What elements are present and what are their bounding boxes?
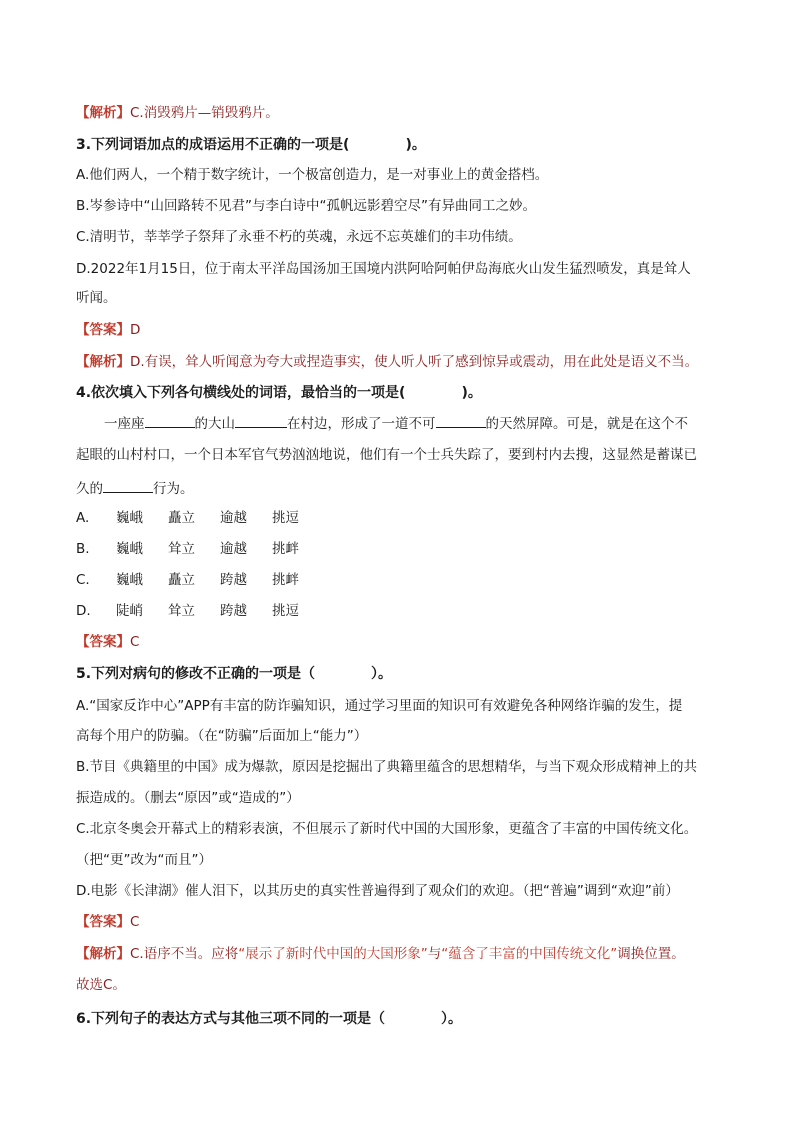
answer-tag: 【答案】 [76, 914, 130, 930]
q4-passage-line-2: 起眼的山村村口，一个日本军官气势汹汹地说，他们有一个士兵失踪了，要到村内去搜，这显然是蓄谋已 [76, 447, 697, 463]
blank-3 [436, 413, 486, 428]
answer-value: D [130, 322, 141, 338]
option-word: 跨越 [220, 603, 247, 619]
explanation-tag: 【解析】 [76, 105, 130, 121]
q4-passage-line-1 [104, 413, 688, 433]
option-word: 巍峨 [116, 541, 143, 557]
q5-option-c-cont: （把“更”改为“而且”） [76, 852, 212, 868]
blank-2 [235, 413, 287, 428]
option-word: 挑衅 [272, 541, 299, 557]
q5-option-c: C.北京冬奥会开幕式上的精彩表演，不但展示了新时代中国的大国形象，更蕴含了丰富的中国传统文化。 [76, 821, 698, 837]
explanation-tag: 【解析】 [76, 946, 130, 962]
q3-option-b: B.岑参诗中“山回路转不见君”与李白诗中“孤帆远影碧空尽”有异曲同工之妙。 [76, 198, 537, 214]
explanation-text: 调换位置。 [617, 946, 685, 962]
q5-option-a: A.“国家反诈中心”APP有丰富的防诈骗知识，通过学习里面的知识可有效避免各种网络诈骗的发生，提 [76, 698, 683, 714]
q4-option-c [76, 571, 324, 589]
q4-option-d [76, 602, 324, 620]
answer-tag: 【答案】 [76, 322, 130, 338]
q3-explanation [76, 353, 698, 371]
option-label: D. [76, 603, 91, 619]
option-word: 矗立 [168, 572, 195, 588]
option-word: 巍峨 [116, 572, 143, 588]
q3-option-d-cont: 听闻。 [76, 290, 117, 306]
option-word: 巍峨 [116, 510, 143, 526]
option-label: C. [76, 572, 90, 588]
option-word: 陡峭 [116, 603, 143, 619]
option-word: 耸立 [168, 541, 195, 557]
q5-option-b: B.节目《典籍里的中国》成为爆款，原因是挖掘出了典籍里蕴含的思想精华，与当下观众形成精神上的共 [76, 759, 698, 775]
passage-text: 的大山 [194, 416, 235, 432]
option-label: B. [76, 541, 90, 557]
option-word: 逾越 [220, 510, 247, 526]
option-label: A. [76, 510, 90, 526]
q4-passage-line-3 [76, 478, 194, 498]
q4-option-a [76, 509, 324, 527]
question-6-stem: 6.下列句子的表达方式与其他三项不同的一项是（ ）。 [76, 1011, 463, 1027]
blank-1 [145, 413, 195, 428]
option-word: 挑逗 [272, 603, 299, 619]
explanation-text: 与 [427, 946, 442, 962]
option-word: 挑逗 [272, 510, 299, 526]
option-word: 耸立 [168, 603, 195, 619]
explanation-quote: “蕴含了丰富的中国传统文化” [441, 946, 618, 962]
explanation-line [76, 104, 279, 122]
explanation-quote: “展示了新时代中国的大国形象” [238, 946, 428, 962]
q5-explanation-cont: 故选C。 [76, 977, 126, 993]
q3-option-c: C.清明节，莘莘学子祭拜了永垂不朽的英魂，永远不忘英雄们的丰功伟绩。 [76, 229, 522, 245]
explanation-text: C.语序不当。应将 [130, 946, 239, 962]
passage-text: 在村边，形成了一道不可 [287, 416, 436, 432]
q5-option-d: D.电影《长津湖》催人泪下，以其历史的真实性普遍得到了观众们的欢迎。（把“普遍”调到“欢迎”前） [76, 883, 679, 899]
passage-text: 一座座 [104, 416, 145, 432]
passage-text: 的天然屏障。可是，就是在这个不 [485, 416, 688, 432]
question-5-stem: 5.下列对病句的修改不正确的一项是（ ）。 [76, 666, 393, 682]
passage-text: 久的 [76, 481, 103, 497]
option-word: 逾越 [220, 541, 247, 557]
option-word: 矗立 [168, 510, 195, 526]
q5-explanation [76, 945, 685, 963]
explanation-text: C.消毁鸦片—销毁鸦片。 [130, 105, 279, 121]
passage-text: 行为。 [153, 481, 194, 497]
question-4-stem: 4.依次填入下列各句横线处的词语，最恰当的一项是( )。 [76, 385, 482, 401]
blank-4 [103, 478, 153, 493]
answer-tag: 【答案】 [76, 634, 130, 650]
option-word: 跨越 [220, 572, 247, 588]
explanation-text: D.有误，耸人听闻意为夸大或捏造事实，使人听人听了感到惊异或震动，用在此处是语义不当。 [130, 354, 699, 370]
explanation-tag: 【解析】 [76, 354, 130, 370]
question-3-stem: 3.下列词语加点的成语运用不正确的一项是( )。 [76, 137, 426, 153]
q3-answer [76, 321, 140, 339]
answer-value: C [130, 634, 140, 650]
q5-answer [76, 913, 139, 931]
q4-option-b [76, 540, 324, 558]
option-word: 挑衅 [272, 572, 299, 588]
q5-option-a-cont: 高每个用户的防骗。（在“防骗”后面加上“能力”） [76, 728, 368, 744]
q3-option-d: D.2022年1月15日，位于南太平洋岛国汤加王国境内洪阿哈阿帕伊岛海底火山发生猛烈喷发，真是耸人 [76, 261, 691, 277]
answer-value: C [130, 914, 140, 930]
q4-answer [76, 633, 139, 651]
q3-option-a: A.他们两人，一个精于数字统计，一个极富创造力，是一对事业上的黄金搭档。 [76, 167, 549, 183]
q5-option-b-cont: 振造成的。（删去“原因”或“造成的”） [76, 790, 300, 806]
